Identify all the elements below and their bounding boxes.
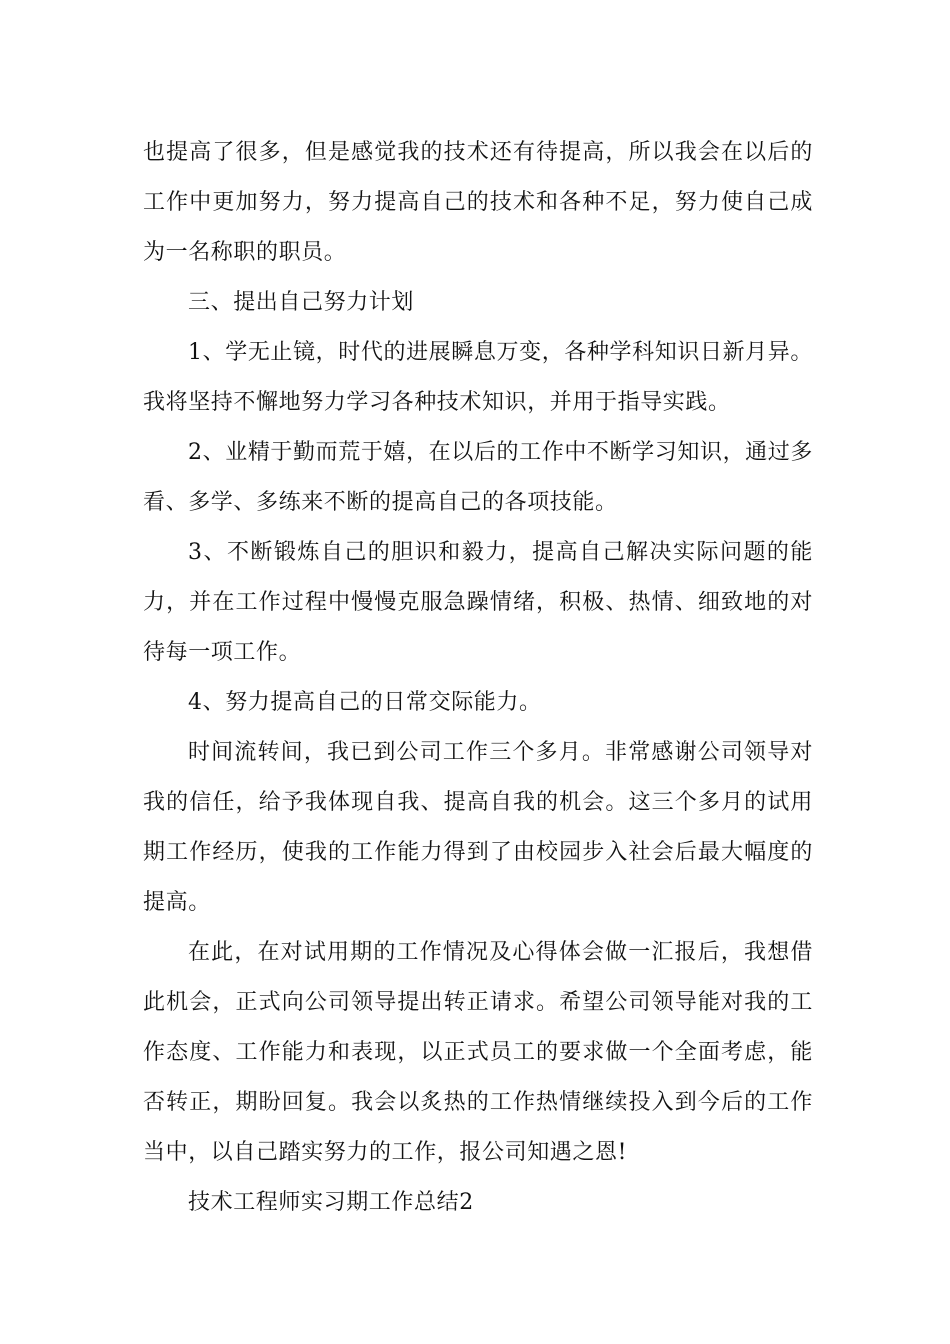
paragraph-gratitude: 时间流转间，我已到公司工作三个多月。非常感谢公司领导对我的信任，给予我体现自我、提高自我的机会。这三个多月的试用期工作经历，使我的工作能力得到了由校园步入社会后最大幅度的提高。 (143, 740, 813, 915)
section-heading: 三、提出自己努力计划 (188, 290, 415, 315)
next-title: 技术工程师实习期工作总结2 (188, 1190, 474, 1215)
paragraph-continuation: 也提高了很多，但是感觉我的技术还有待提高，所以我会在以后的工作中更加努力，努力提高自己的技术和各种不足，努力使自己成为一名称职的职员。 (143, 140, 813, 265)
paragraph-request: 在此，在对试用期的工作情况及心得体会做一汇报后，我想借此机会，正式向公司领导提出转正请求。希望公司领导能对我的工作态度、工作能力和表现，以正式员工的要求做一个全面考虑，能否转正，期盼回复。我会以炙热的工作热情继续投入到今后的工作当中，以自己踏实努力的工作，报公司知遇之恩! (143, 940, 813, 1165)
plan-item-4: 4、努力提高自己的日常交际能力。 (188, 690, 542, 715)
plan-item-2: 2、业精于勤而荒于嬉，在以后的工作中不断学习知识，通过多看、多学、多练来不断的提高自己的各项技能。 (143, 440, 813, 515)
document-body (143, 128, 813, 1228)
plan-item-1: 1、学无止镜，时代的进展瞬息万变，各种学科知识日新月异。我将坚持不懈地努力学习各种技术知识，并用于指导实践。 (143, 340, 813, 415)
plan-item-3: 3、不断锻炼自己的胆识和毅力，提高自己解决实际问题的能力，并在工作过程中慢慢克服急躁情绪，积极、热情、细致地的对待每一项工作。 (143, 540, 813, 665)
